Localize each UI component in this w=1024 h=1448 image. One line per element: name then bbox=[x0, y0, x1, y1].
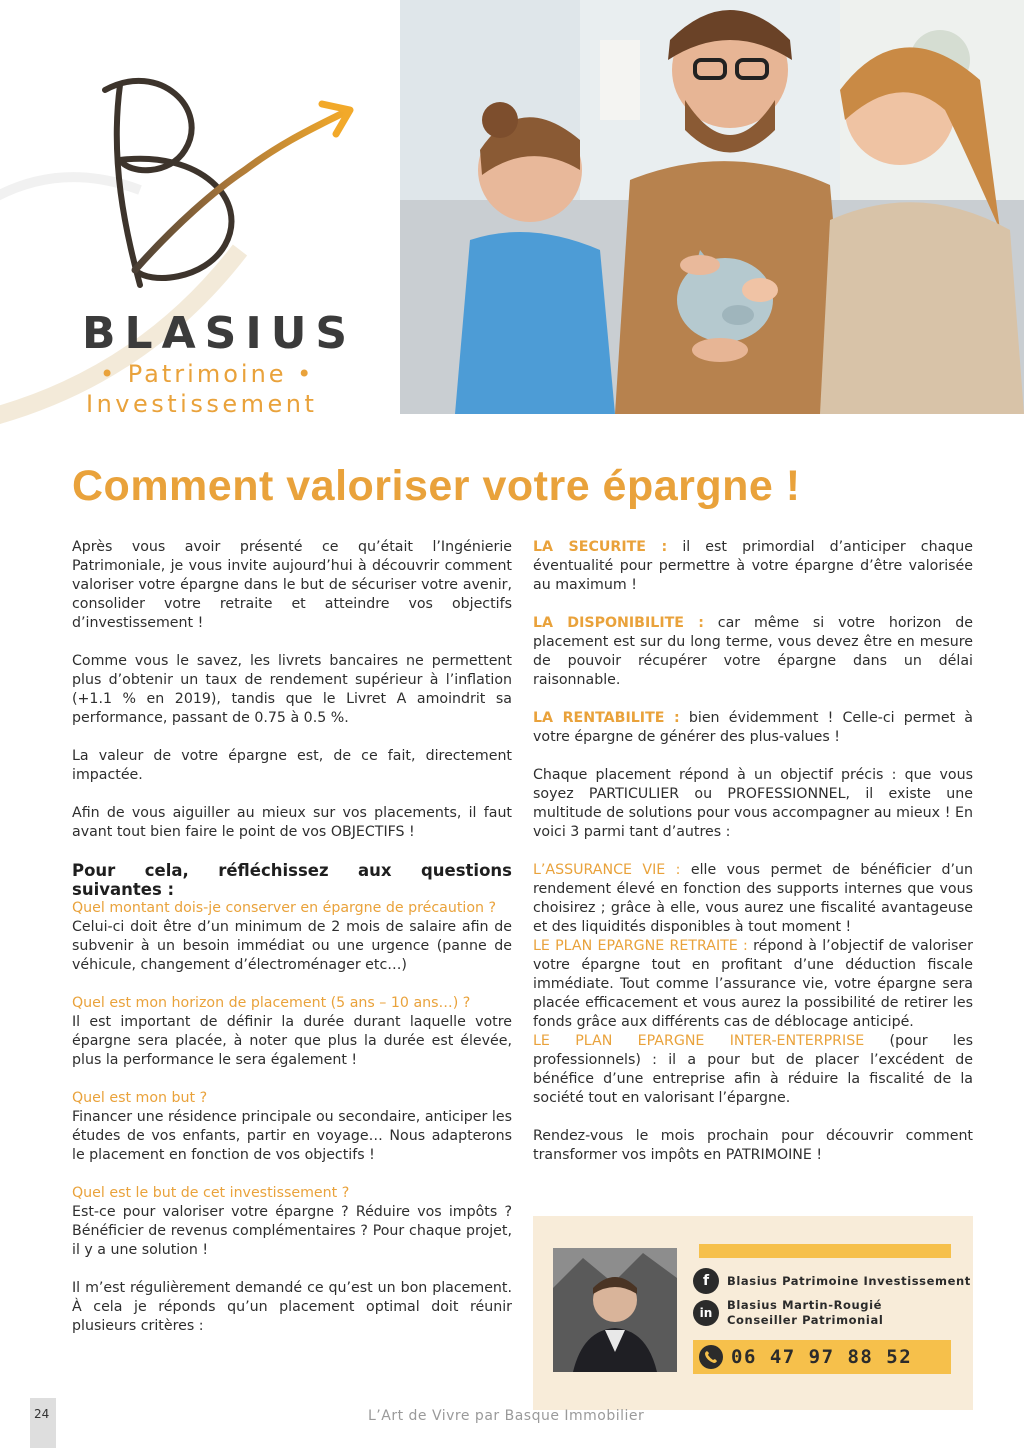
logo-area bbox=[0, 0, 400, 430]
answer-1: Celui-ci doit être d’un minimum de 2 mois de salaire afin de subvenir à un besoin immédiat ou une urgence (panne de véhicule, changement d’électroménager etc…) bbox=[72, 919, 512, 973]
intro-paragraph: Après vous avoir présenté ce qu’était l’Ingénierie Patrimoniale, je vous invite aujourd’hui à découvrir comment valoriser votre épargne dans le but de sécuriser votre avenir, consolider votre retraite et atteindre vos objectifs d’investissement ! bbox=[72, 539, 512, 631]
criterion-security-text: il est primordial d’anticiper chaque éventualité pour permettre à votre épargne d’être valorisée au maximum ! bbox=[533, 539, 973, 593]
solution-pei-label: LE PLAN EPARGNE INTER-ENTERPRISE bbox=[533, 1033, 865, 1049]
solution-pei bbox=[533, 1032, 973, 1108]
linkedin-row bbox=[693, 1298, 883, 1328]
advisor-role: Conseiller Patrimonial bbox=[727, 1313, 884, 1327]
question-2: Quel est mon horizon de placement (5 ans – 10 ans…) ? bbox=[72, 995, 471, 1011]
phone-bar bbox=[693, 1340, 951, 1374]
solution-per-text: répond à l’objectif de valoriser votre épargne tout en profitant d’une déduction fiscale immédiate. Tout comme l’assurance vie, votre épargne sera placée efficacement et vous aurez la possibilité de retirer les fonds grâce aux différents cas de déblocage anticipé. bbox=[533, 938, 973, 1030]
hero-photo-family-piggy-bank bbox=[400, 0, 1024, 414]
savings-accounts-paragraph: Comme vous le savez, les livrets bancaires ne permettent plus d’obtenir un taux de rendement supérieur à l’inflation (+1.1 % en 2019), tandis que le Livret A amoindrit sa performance, passant de 0.75 à 0.5 %. bbox=[72, 653, 512, 726]
criterion-availability bbox=[533, 614, 973, 690]
answer-3: Financer une résidence principale ou secondaire, anticiper les études de vos enfants, partir en voyage… Nous adapterons le placement en fonction de vos objectifs ! bbox=[72, 1109, 512, 1163]
solution-assurance-vie-label: L’ASSURANCE VIE : bbox=[533, 862, 681, 878]
solution-per-label: LE PLAN EPARGNE RETRAITE : bbox=[533, 938, 748, 954]
answer-2: Il est important de définir la durée durant laquelle votre épargne sera placée, à noter que plus la durée est élevée, plus la performance le sera également ! bbox=[72, 1014, 512, 1068]
criterion-availability-label: LA DISPONIBILITE : bbox=[533, 615, 704, 631]
solution-assurance-vie-text: elle vous permet de bénéficier d’un rendement élevé en fonction des supports internes que vous choisirez ; grâce à elle, vous aurez une fiscalité avantageuse et des liquidités disponibles à tout moment ! bbox=[533, 862, 974, 935]
phone-icon bbox=[699, 1345, 723, 1369]
closing-paragraph: Rendez-vous le mois prochain pour découvrir comment transformer vos impôts en PATRIMOINE ! bbox=[533, 1128, 973, 1163]
solution-pei-text: (pour les professionnels) : il a pour but de placer l’excédent de bénéfice d’une entreprise afin à réduire la fiscalité de la société tout en valorisant l’épargne. bbox=[533, 1033, 973, 1106]
criterion-availability-text: car même si votre horizon de placement est sur du long terme, vous devez être en mesure de pouvoir récupérer votre épargne dans un délai raisonnable. bbox=[533, 615, 973, 688]
criterion-profitability-text: bien évidemment ! Celle-ci permet à votre épargne de générer des plus-values ! bbox=[533, 710, 974, 745]
criteria-paragraph: Il m’est régulièrement demandé ce qu’est un bon placement. À cela je réponds qu’un placement optimal doit réunir plusieurs critères : bbox=[72, 1280, 512, 1334]
answer-4: Est-ce pour valoriser votre épargne ? Réduire vos impôts ? Bénéficier de revenus complémentaires ? Pour chaque projet, il y a une solution ! bbox=[72, 1204, 512, 1258]
advisor-name[interactable]: Blasius Martin-Rougié bbox=[727, 1298, 883, 1312]
solution-per bbox=[533, 937, 973, 1032]
advisor-info bbox=[727, 1298, 883, 1328]
left-column bbox=[72, 538, 512, 1336]
advisor-photo bbox=[553, 1248, 677, 1372]
solution-assurance-vie bbox=[533, 861, 973, 937]
solutions-paragraph: Chaque placement répond à un objectif précis : que vous soyez PARTICULIER ou PROFESSIONNEL, il existe une multitude de solutions pour vous accompagner au mieux ! En voici 3 parmi tant d’autres : bbox=[533, 767, 973, 840]
footer-publication: L’Art de Vivre par Basque Immobilier bbox=[368, 1408, 645, 1424]
page-number-tab bbox=[30, 1398, 56, 1448]
linkedin-icon[interactable]: in bbox=[693, 1300, 719, 1326]
card-accent-bar bbox=[699, 1244, 951, 1258]
criterion-profitability-label: LA RENTABILITE : bbox=[533, 710, 680, 726]
impact-paragraph: La valeur de votre épargne est, de ce fait, directement impactée. bbox=[72, 748, 512, 783]
facebook-name[interactable]: Blasius Patrimoine Investissement bbox=[727, 1273, 971, 1288]
question-4: Quel est le but de cet investissement ? bbox=[72, 1185, 350, 1201]
facebook-row bbox=[693, 1268, 971, 1294]
page-number: 24 bbox=[34, 1407, 50, 1421]
criterion-security bbox=[533, 538, 973, 595]
contact-card bbox=[533, 1216, 973, 1410]
objectives-paragraph: Afin de vous aiguiller au mieux sur vos placements, il faut avant tout bien faire le point de vos OBJECTIFS ! bbox=[72, 805, 512, 840]
phone-number[interactable]: 06 47 97 88 52 bbox=[731, 1346, 913, 1368]
brand-subtitle-investissement: Investissement bbox=[86, 390, 318, 418]
criterion-profitability bbox=[533, 709, 973, 747]
facebook-icon[interactable]: f bbox=[693, 1268, 719, 1294]
question-1: Quel montant dois-je conserver en épargne de précaution ? bbox=[72, 900, 497, 916]
brand-name: BLASIUS bbox=[82, 308, 357, 359]
criterion-security-label: LA SECURITE : bbox=[533, 539, 668, 555]
questions-heading: Pour cela, réfléchissez aux questions suivantes : bbox=[72, 861, 512, 899]
page-title: Comment valoriser votre épargne ! bbox=[72, 462, 801, 510]
brand-subtitle-patrimoine: • Patrimoine • bbox=[100, 360, 315, 388]
question-3: Quel est mon but ? bbox=[72, 1090, 208, 1106]
right-column bbox=[533, 538, 973, 1165]
